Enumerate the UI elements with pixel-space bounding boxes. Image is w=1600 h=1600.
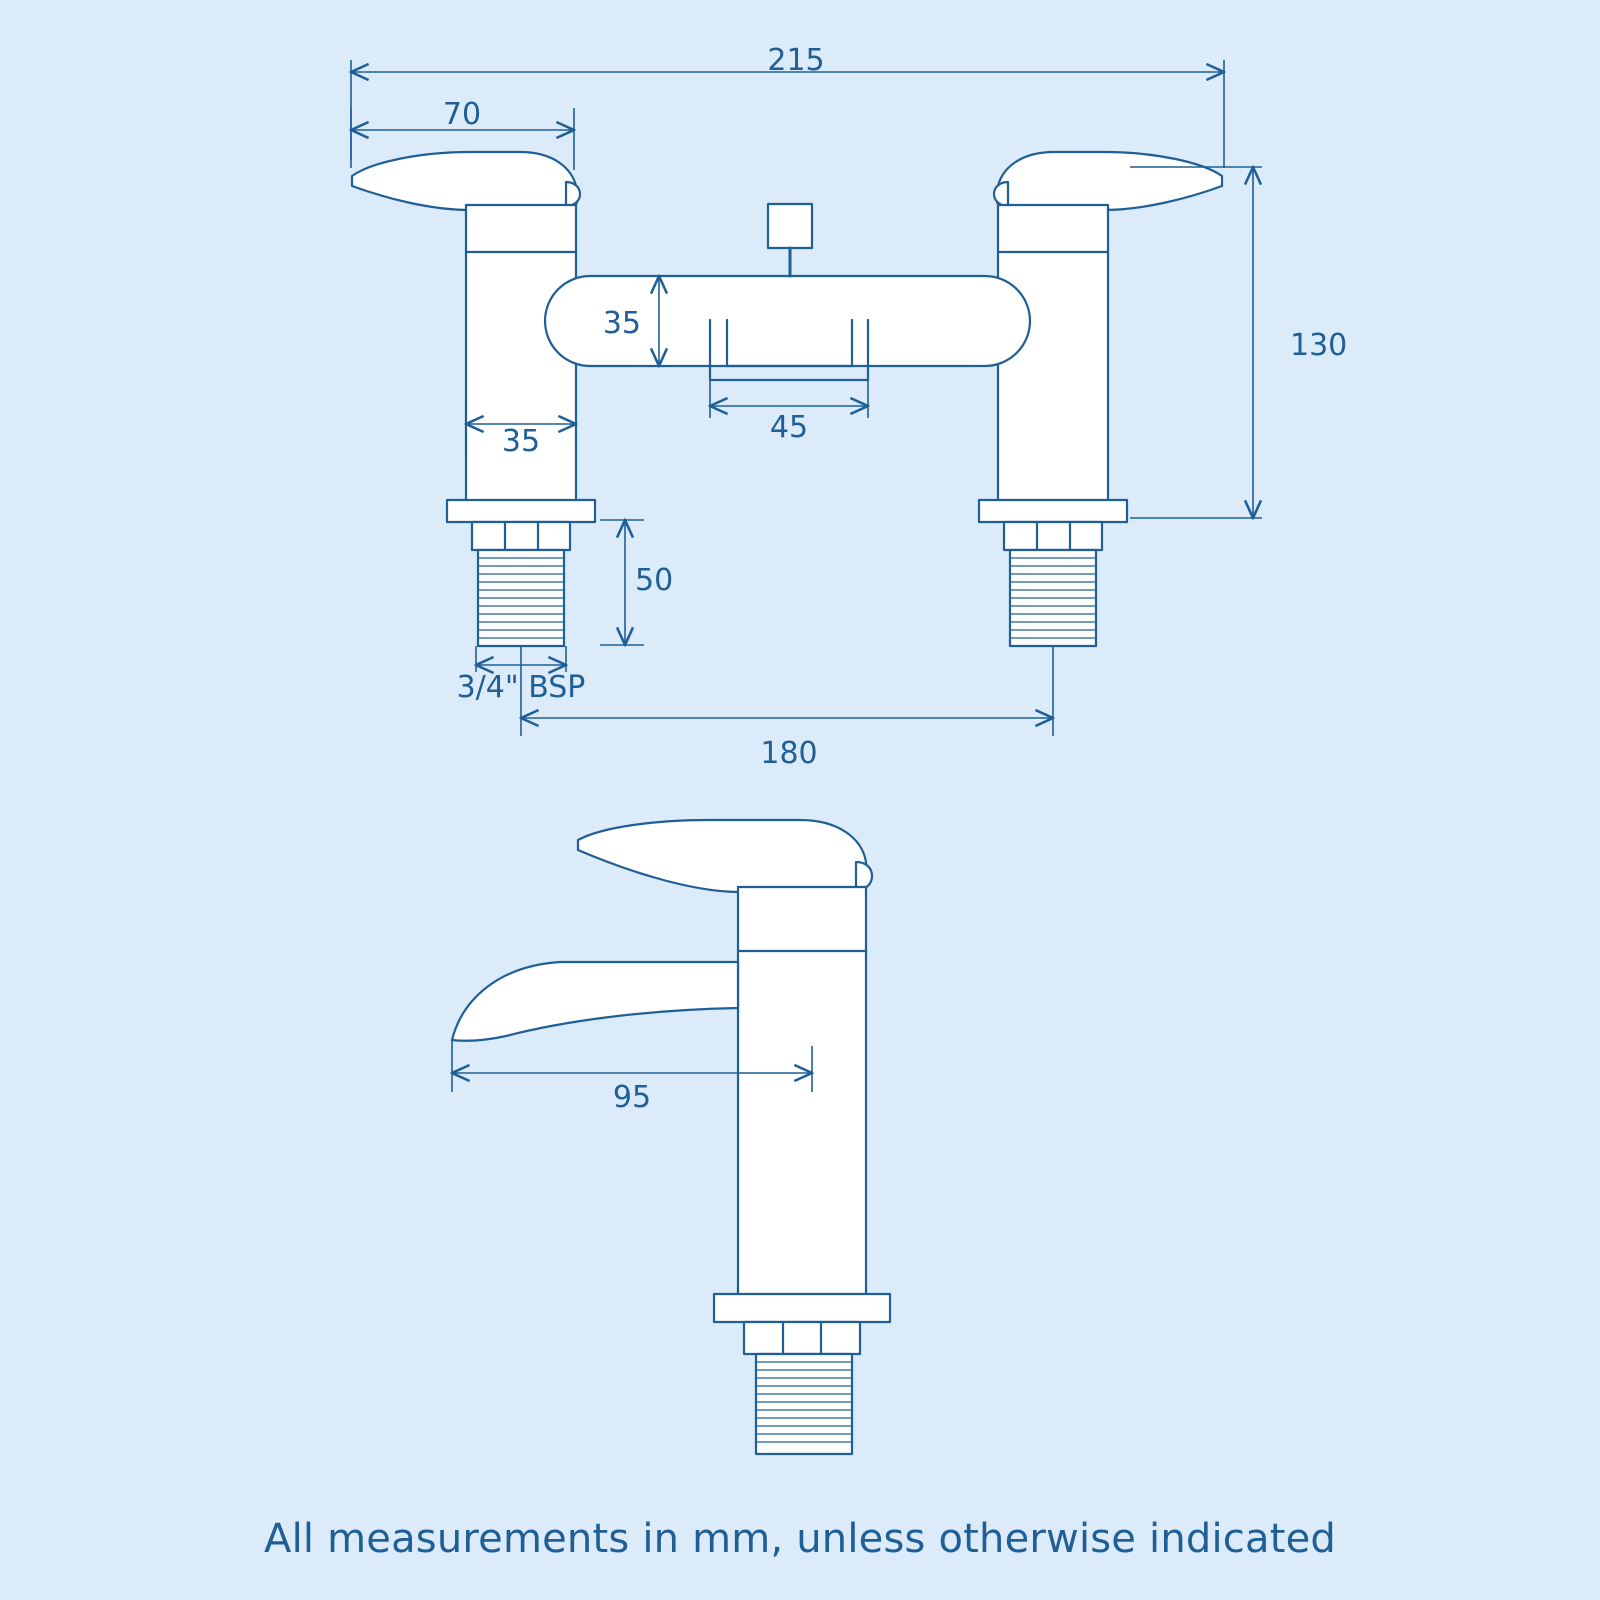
side-view-group bbox=[452, 820, 890, 1454]
right-body-column bbox=[998, 205, 1108, 510]
left-body-column bbox=[466, 205, 576, 510]
measurement-caption: All measurements in mm, unless otherwise indicated bbox=[264, 1516, 1336, 1562]
side-thread bbox=[756, 1354, 852, 1454]
right-handle-cap bbox=[994, 182, 1008, 206]
side-spout bbox=[452, 962, 738, 1041]
left-handle-cap bbox=[566, 182, 580, 206]
dim-label-215: 215 bbox=[767, 43, 825, 78]
side-handle-cap bbox=[856, 862, 872, 890]
side-flange bbox=[714, 1294, 890, 1322]
right-washer bbox=[1004, 522, 1102, 550]
right-flange bbox=[979, 500, 1127, 522]
dim-label-50: 50 bbox=[635, 563, 674, 598]
left-washer bbox=[472, 522, 570, 550]
left-flange bbox=[447, 500, 595, 522]
dim-label-35-height: 35 bbox=[602, 306, 641, 341]
front-view-group bbox=[352, 152, 1222, 646]
dim-label-35-width: 35 bbox=[501, 424, 541, 459]
dim-label-45: 45 bbox=[769, 410, 809, 445]
right-handle-lever bbox=[997, 152, 1222, 210]
dim-label-bsp: 3/4" BSP bbox=[456, 670, 586, 705]
dim-label-95: 95 bbox=[612, 1080, 652, 1115]
diverter-knob bbox=[768, 204, 812, 248]
dim-label-70: 70 bbox=[442, 97, 482, 132]
side-washer bbox=[744, 1322, 860, 1354]
dim-label-130: 130 bbox=[1290, 328, 1348, 363]
side-handle-lever bbox=[578, 820, 866, 892]
left-handle-lever bbox=[352, 152, 577, 210]
dim-label-180: 180 bbox=[760, 736, 818, 771]
